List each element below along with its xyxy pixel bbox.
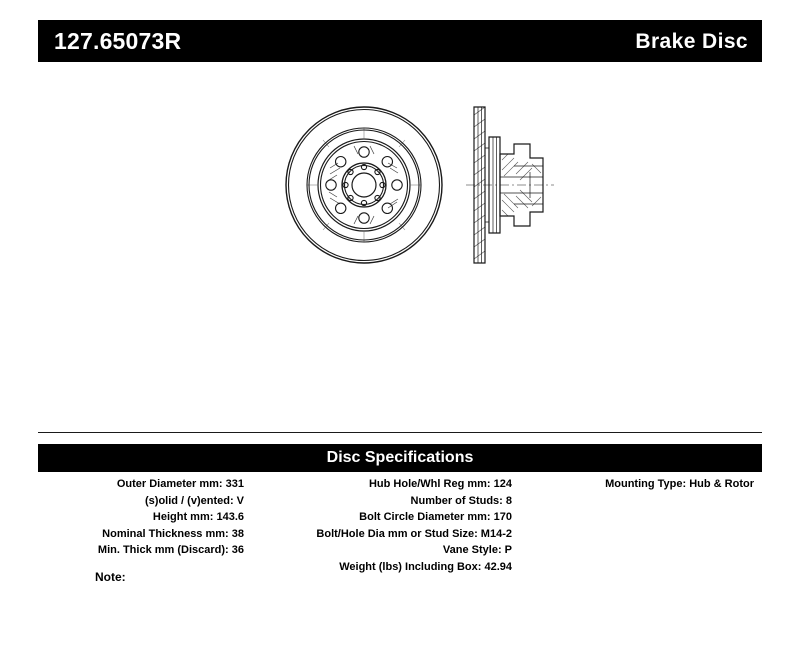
spec-column-middle	[256, 476, 522, 575]
rotor-section-hatch	[474, 107, 485, 259]
rotor-hub-drawing	[38, 80, 762, 410]
rotor-hub-drawing-svg	[38, 80, 762, 410]
stud-hole-group	[326, 147, 402, 223]
spec-row: Bolt Circle Diameter mm: 170	[359, 511, 512, 523]
spec-row: Outer Diameter mm: 331	[116, 478, 244, 490]
header-bar	[38, 20, 762, 62]
spec-row: Height mm: 143.6	[152, 511, 244, 523]
spec-row: Nominal Thickness mm: 38	[102, 527, 244, 540]
note-label: Note:	[95, 570, 126, 584]
spec-row: Hub Hole/Whl Reg mm: 124	[368, 478, 512, 490]
inner-hole-group	[343, 164, 385, 205]
vane-hints	[307, 129, 421, 242]
spec-title: Disc Specifications	[326, 449, 474, 466]
rotor-front-view	[286, 107, 442, 263]
spec-columns	[38, 476, 762, 575]
spec-column-right	[522, 476, 762, 493]
spec-divider	[38, 432, 762, 433]
part-number: 127.65073R	[54, 27, 182, 54]
product-type-label: Brake Disc	[635, 29, 748, 53]
spec-row: Mounting Type: Hub & Rotor	[605, 478, 754, 490]
spec-row: Min. Thick mm (Discard): 36	[97, 544, 244, 556]
spec-row: Bolt/Hole Dia mm or Stud Size: M14-2	[316, 527, 512, 540]
spec-row: Number of Studs: 8	[410, 494, 512, 507]
spec-row: Vane Style: P	[442, 544, 512, 556]
spec-row: Weight (lbs) Including Box: 42.94	[339, 560, 512, 573]
spec-title-bar	[38, 444, 762, 472]
spec-row: (s)olid / (v)ented: V	[145, 494, 244, 507]
spec-column-left	[38, 476, 256, 559]
rotor-hub-section-view	[466, 107, 554, 263]
